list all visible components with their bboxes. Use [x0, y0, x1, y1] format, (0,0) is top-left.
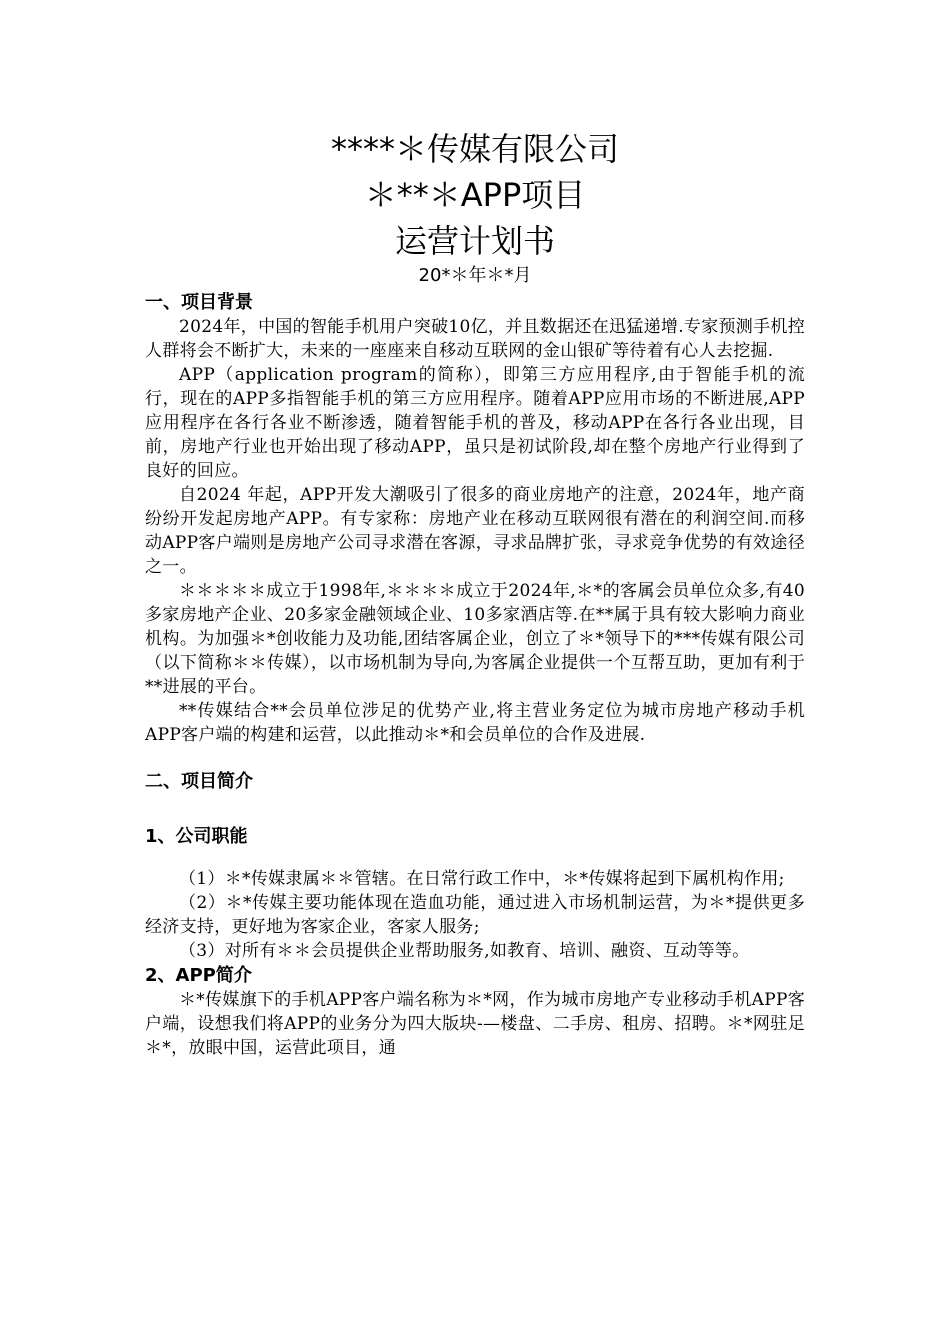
list-item: （2）＊*传媒主要功能体现在造血功能，通过进入市场机制运营，为＊*提供更多经济支持，更好地为客家企业，客家人服务;: [145, 893, 805, 937]
plan-title: 运营计划书: [394, 222, 555, 260]
paragraph: ＊*传媒旗下的手机APP客户端名称为＊*网，作为城市房地产专业移动手机APP客户端，设想我们将APP的业务分为四大版块-—楼盘、二手房、租房、招聘。＊*网驻足＊*，放眼中国，运营此项目，通: [145, 990, 806, 1058]
paragraph: APP（application program的简称），即第三方应用程序,由于智能手机的流行，现在的APP多指智能手机的第三方应用程序。随着APP应用市场的不断进展,APP应用程序在各行各业不断渗透，随着智能手机的普及，移动APP在各行各业出现，目前，房地产行业也开始出现了移动APP，虽只是初试阶段,却在整个房地产行业得到了良好的回应。: [145, 365, 805, 481]
subsection-heading-app-intro: 2、APP简介: [145, 965, 252, 986]
document-date: 20*＊年＊*月: [418, 265, 532, 286]
section-heading-background: 一、项目背景: [145, 292, 253, 313]
paragraph: **传媒结合**会员单位涉足的优势产业,将主营业务定位为城市房地产移动手机APP客户端的构建和运营，以此推动＊*和会员单位的合作及进展.: [145, 701, 805, 745]
paragraph: 2024年，中国的智能手机用户突破10亿，并且数据还在迅猛递增.专家预测手机控人群将会不断扩大，未来的一座座来自移动互联网的金山银矿等待着有心人去挖掘.: [145, 317, 805, 361]
project-title: ＊**＊APP项目: [364, 176, 586, 214]
list-item: （1）＊*传媒隶属＊＊管辖。在日常行政工作中，＊*传媒将起到下属机构作用;: [179, 869, 785, 889]
subsection-heading-company-functions: 1、公司职能: [145, 826, 248, 847]
document-body: [145, 126, 805, 1060]
paragraph: ＊＊＊＊＊成立于1998年,＊＊＊＊成立于2024年,＊*的客属会员单位众多,有40多家房地产企业、20多家金融领域企业、10多家酒店等.在**属于具有较大影响力商业机构。为加强＊*创收能力及功能,团结客属企业，创立了＊*领导下的***传媒有限公司（以下简称＊＊传媒），以市场机制为导向,为客属企业提供一个互帮互助，更加有利于**进展的平台。: [145, 581, 805, 697]
list-item: （3）对所有＊＊会员提供企业帮助服务,如教育、培训、融资、互动等等。: [179, 941, 750, 961]
company-title: ****＊传媒有限公司: [330, 130, 619, 168]
title-block: [145, 126, 805, 288]
section-heading-overview: 二、项目简介: [145, 771, 253, 792]
paragraph: 自2024 年起，APP开发大潮吸引了很多的商业房地产的注意，2024年，地产商纷纷开发起房地产APP。有专家称：房地产业在移动互联网很有潜在的利润空间.而移动APP客户端则是房地产公司寻求潜在客源，寻求品牌扩张，寻求竞争优势的有效途径之一。: [145, 485, 805, 577]
